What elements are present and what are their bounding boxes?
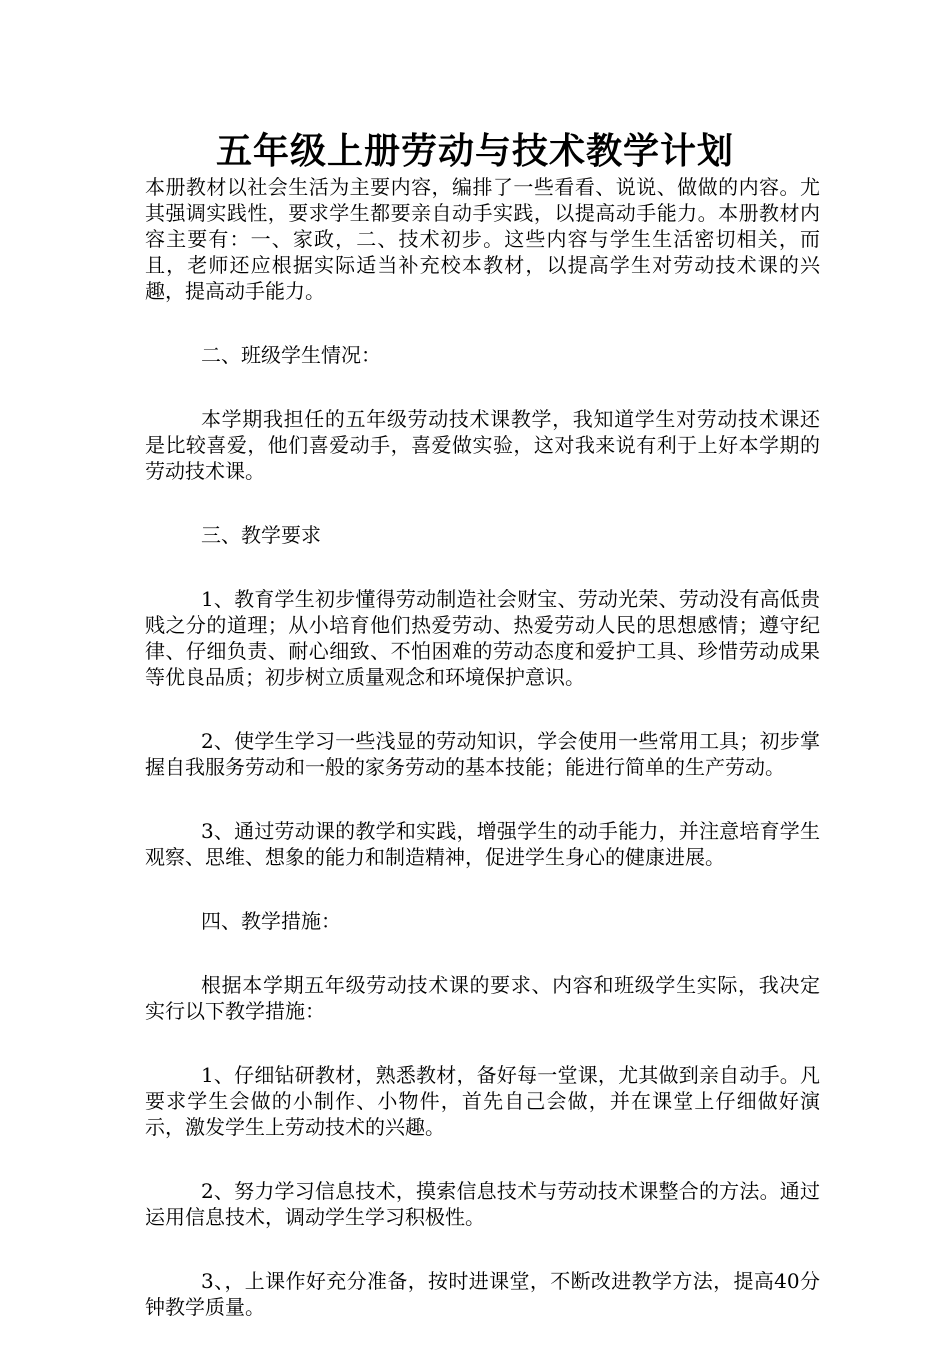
- intro-paragraph: 本册教材以社会生活为主要内容，编排了一些看看、说说、做做的内容。尤其强调实践性，要求学生都要亲自动手实践，以提高动手能力。本册教材内容主要有：一、家政，二、技术初步。这些内容与学生生活密切相关，而且，老师还应根据实际适当补充校本教材，以提高学生对劳动技术课的兴趣，提高动手能力。: [145, 175, 820, 303]
- measure-item-3: 3、，上课作好充分准备，按时进课堂，不断改进教学方法，提高40分钟教学质量。: [145, 1269, 820, 1319]
- document-title: 五年级上册劳动与技术教学计划: [215, 130, 734, 172]
- measure-item-2: 2、努力学习信息技术，摸索信息技术与劳动技术课整合的方法。通过运用信息技术，调动学生学习积极性。: [145, 1179, 820, 1229]
- document-body: [145, 174, 820, 1358]
- section-heading-teaching-requirements: 三、教学要求: [201, 523, 321, 547]
- measure-item-1: 1、仔细钻研教材，熟悉教材，备好每一堂课，尤其做到亲自动手。凡要求学生会做的小制作、小物件，首先自己会做，并在课堂上仔细做好演示，激发学生上劳动技术的兴趣。: [145, 1063, 820, 1139]
- requirement-item-2: 2、使学生学习一些浅显的劳动知识，学会使用一些常用工具；初步掌握自我服务劳动和一般的家务劳动的基本技能；能进行简单的生产劳动。: [145, 729, 820, 779]
- requirement-item-3: 3、通过劳动课的教学和实践，增强学生的动手能力，并注意培育学生观察、思维、想象的能力和制造精神，促进学生身心的健康进展。: [145, 819, 820, 869]
- section-heading-class-situation: 二、班级学生情况：: [201, 343, 381, 367]
- requirement-item-1: 1、教育学生初步懂得劳动制造社会财宝、劳动光荣、劳动没有高低贵贱之分的道理；从小培育他们热爱劳动、热爱劳动人民的思想感情；遵守纪律、仔细负责、耐心细致、不怕困难的劳动态度和爱护工具、珍惜劳动成果等优良品质；初步树立质量观念和环境保护意识。: [145, 587, 820, 689]
- measures-intro-paragraph: 根据本学期五年级劳动技术课的要求、内容和班级学生实际，我决定实行以下教学措施：: [145, 973, 820, 1023]
- section-heading-teaching-measures: 四、教学措施：: [201, 909, 341, 933]
- class-situation-paragraph: 本学期我担任的五年级劳动技术课教学，我知道学生对劳动技术课还是比较喜爱，他们喜爱动手，喜爱做实验，这对我来说有利于上好本学期的劳动技术课。: [145, 407, 820, 483]
